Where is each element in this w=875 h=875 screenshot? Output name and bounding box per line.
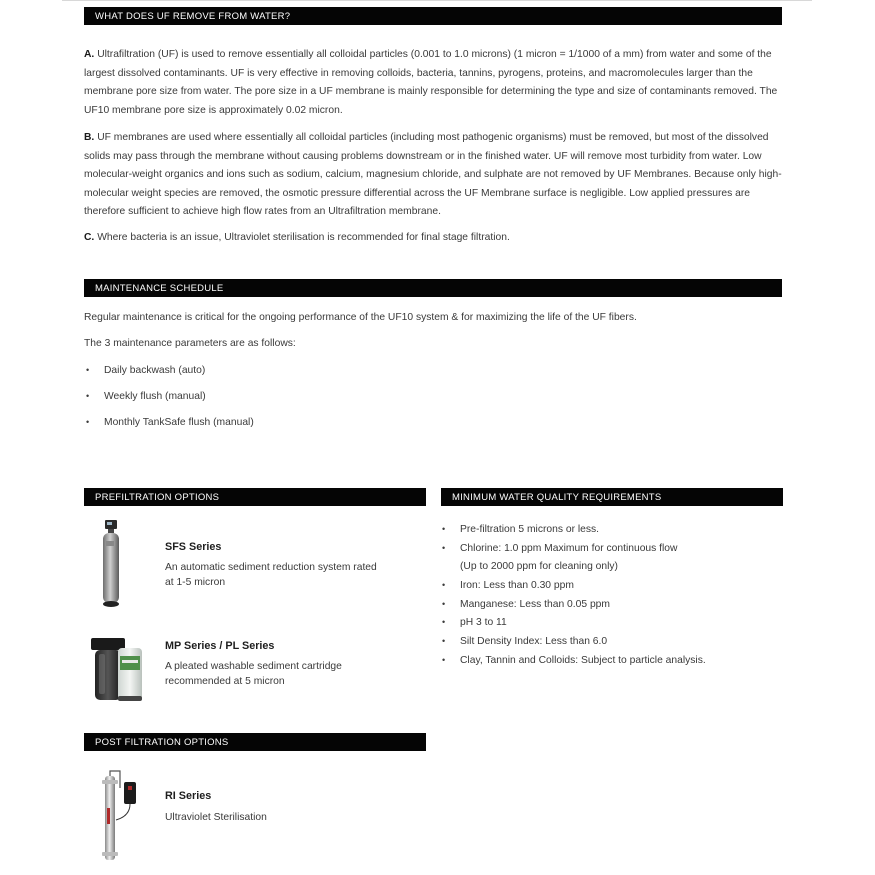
product-title: MP Series / PL Series — [165, 640, 275, 652]
product-description-line-2: recommended at 5 micron — [165, 676, 285, 687]
section-title: MINIMUM WATER QUALITY REQUIREMENTS — [452, 491, 662, 503]
paragraph-label: A. — [84, 49, 95, 60]
product-description-line-2: at 1-5 micron — [165, 577, 226, 588]
section-title: WHAT DOES UF REMOVE FROM WATER? — [95, 10, 291, 22]
section-header-water-quality — [441, 488, 783, 506]
product-description-line-1: A pleated washable sediment cartridge — [165, 661, 342, 672]
paragraph-label: B. — [84, 132, 95, 143]
section-header-uf-removal — [84, 7, 782, 25]
paragraph-text: Where bacteria is an issue, Ultraviolet sterilisation is recommended for final stage filtration. — [97, 232, 510, 243]
bullet-icon: • — [86, 417, 90, 427]
section-title: POST FILTRATION OPTIONS — [95, 736, 229, 748]
paragraph-text: Ultrafiltration (UF) is used to remove essentially all colloidal particles (0.001 to 1.0 microns) (1 micron = 1/1000 of a mm) from water and some of the largest dissolved contaminants. UF is very effective in removing colloids, bacteria, tannins, pyrogens, proteins, and macromolecules larger than the membrane pore size from water. The pore size in a UF membrane is mainly responsible for determining the type and size of contaminants removed. The UF10 membrane pore size is approximately 0.02 micron. — [84, 49, 778, 116]
maintenance-params-intro: The 3 maintenance parameters are as follows: — [84, 338, 296, 349]
paragraph-text: UF membranes are used where essentially all colloidal particles (including most pathogenic organisms) must be removed, but most of the dissolved solids may pass through the membrane without causing problems downstream or in the finished water. UF will remove most turbidity from water. Low molecular-weight organics and ions such as sodium, calcium, magnesium chloride, and sulphate are not removed by UF Membranes. Because only high-molecular weight species are removed, the osmotic pressure differential across the UF Membrane surface is negligible. Low applied pressures are therefore sufficient to achieve high flow rates from an Ultrafiltration membrane. — [84, 132, 782, 218]
bullet-icon: • — [442, 524, 446, 534]
section-header-maintenance — [84, 279, 782, 297]
paragraph-b — [84, 129, 784, 222]
section-header-prefiltration — [84, 488, 426, 506]
paragraph-c — [84, 229, 784, 248]
product-description-line-1: An automatic sediment reduction system rated — [165, 562, 377, 573]
uv-sterilizer-image — [100, 768, 144, 864]
bullet-icon: • — [86, 365, 90, 375]
section-title: MAINTENANCE SCHEDULE — [95, 282, 224, 294]
bullet-icon: • — [86, 391, 90, 401]
maintenance-intro: Regular maintenance is critical for the ongoing performance of the UF10 system & for maximizing the life of the UF fibers. — [84, 312, 637, 323]
product-title: SFS Series — [165, 541, 222, 553]
bullet-icon: • — [442, 617, 446, 627]
bullet-icon: • — [442, 655, 446, 665]
product-title: RI Series — [165, 790, 212, 802]
section-title: PREFILTRATION OPTIONS — [95, 491, 220, 503]
paragraph-label: C. — [84, 232, 95, 243]
section-header-post-filtration — [84, 733, 426, 751]
sediment-filter-tank-image — [98, 519, 124, 609]
bullet-icon: • — [442, 636, 446, 646]
bullet-icon: • — [442, 543, 446, 553]
paragraph-a — [84, 46, 784, 120]
cartridge-filter-housing-image — [90, 636, 146, 704]
product-description: Ultraviolet Sterilisation — [165, 812, 267, 823]
bullet-icon: • — [442, 580, 446, 590]
top-divider — [62, 0, 812, 1]
bullet-icon: • — [442, 599, 446, 609]
